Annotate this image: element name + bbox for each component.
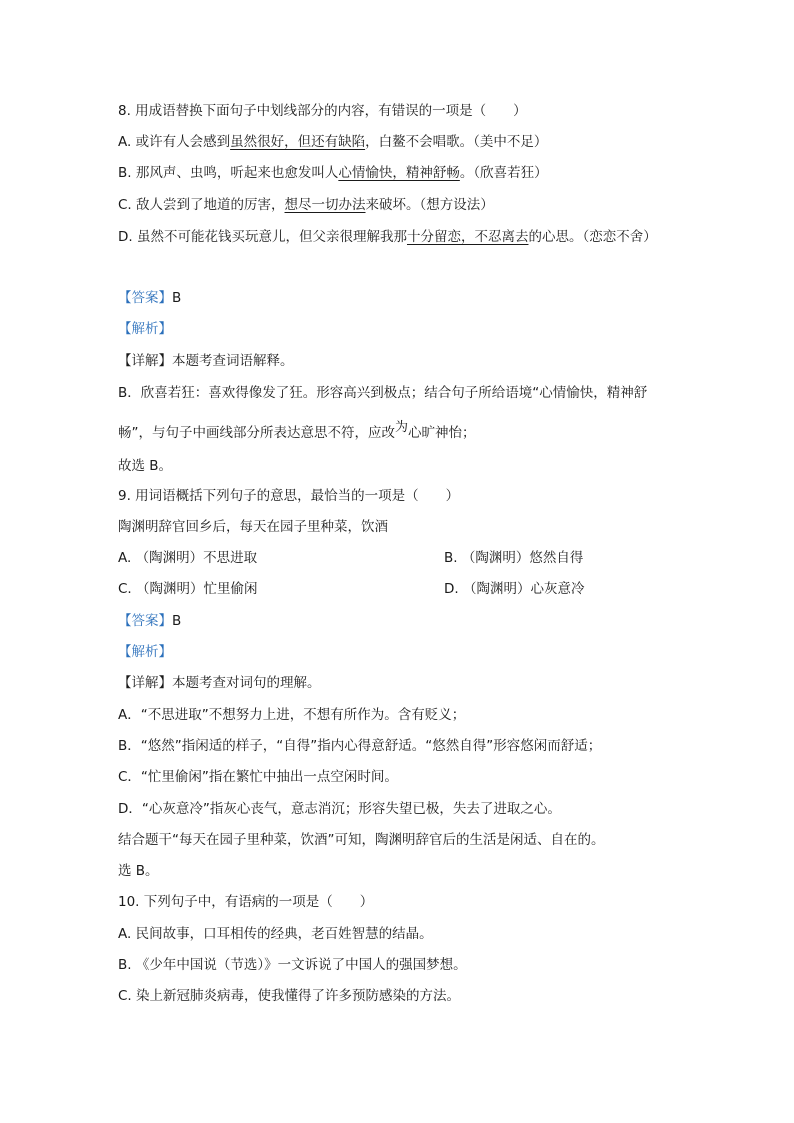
q9-answer-label: 【答案】 [118, 613, 172, 629]
q9-explanation-b: B．“悠然”指闲适的样子，“自得”指内心得意舒适。“悠然自得”形容悠闲而舒适； [118, 738, 602, 754]
q9-explanation-a: A．“不思进取”不想努力上进，不想有所作为。含有贬义； [118, 707, 466, 723]
q8-answer-value: B [172, 290, 182, 306]
q9-answer [118, 611, 181, 631]
q10-option-a: A. 民间故事，口耳相传的经典，老百姓智慧的结晶。 [118, 926, 433, 942]
q8-option-a-post: ，白鳌不会唱歌。（美中不足） [365, 134, 548, 150]
q8-option-d [118, 227, 657, 247]
q8-answer [118, 288, 181, 308]
q8-option-b-underlined: 心情愉快，精神舒畅 [338, 165, 460, 181]
q10-stem: 10. 下列句子中，有语病的一项是（ ） [118, 894, 374, 910]
q9-option-a: A. （陶渊明）不思进取 [118, 550, 258, 566]
q8-analysis-label: 【解析】 [118, 321, 172, 337]
q9-detail [118, 673, 321, 693]
q9-summary: 结合题干“每天在园子里种菜，饮酒”可知，陶渊明辞官后的生活是闲适、自在的。 [118, 832, 605, 848]
q8-option-c [118, 195, 494, 215]
q9-stem: 9. 用词语概括下列句子的意思，最恰当的一项是（ ） [118, 488, 460, 504]
q8-option-a-pre: A. 或许有人会感到 [118, 134, 231, 150]
q8-answer-label: 【答案】 [118, 290, 172, 306]
q8-explanation-line-2 [118, 420, 476, 444]
q8-option-c-underlined: 想尽一切办法 [284, 197, 366, 213]
q8-option-b [118, 163, 548, 183]
q9-analysis-label: 【解析】 [118, 644, 172, 660]
q8-option-b-pre: B. 那风声、虫鸣，听起来也愈发叫人 [118, 165, 339, 181]
q8-detail-text: 本题考查词语解释。 [172, 353, 294, 369]
q9-answer-value: B [172, 613, 182, 629]
q8-option-a-underlined: 虽然很好，但还有缺陷 [230, 134, 366, 150]
q9-detail-text: 本题考查对词句的理解。 [172, 675, 321, 691]
q9-conclusion: 选 B。 [118, 863, 159, 879]
q8-stem: 8. 用成语替换下面句子中划线部分的内容，有错误的一项是（ ） [118, 103, 527, 119]
q9-option-d: D. （陶渊明）心灰意冷 [444, 581, 585, 597]
q8-detail [118, 351, 294, 371]
q9-explanation-d: D．“心灰意冷”指灰心丧气，意志消沉；形容失望已极，失去了进取之心。 [118, 801, 561, 817]
q10-option-c: C. 染上新冠肺炎病毒，使我懂得了许多预防感染的方法。 [118, 988, 461, 1004]
q9-option-c: C. （陶渊明）忙里偷闲 [118, 581, 258, 597]
q8-exp2-c: 心旷神怡； [408, 425, 476, 441]
q9-sentence: 陶渊明辞官回乡后，每天在园子里种菜，饮酒 [118, 519, 388, 535]
q8-option-c-pre: C. 敌人尝到了地道的厉害， [118, 197, 285, 213]
q8-option-d-post: 的心思。（恋恋不舍） [528, 229, 657, 245]
q8-option-c-post: 来破坏。（想方设法） [365, 197, 494, 213]
q8-detail-label: 【详解】 [118, 353, 172, 369]
q8-option-d-pre: D. 虽然不可能花钱买玩意儿，但父亲很理解我那 [118, 229, 407, 245]
q8-conclusion: 故选 B。 [118, 458, 173, 474]
q9-detail-label: 【详解】 [118, 675, 172, 691]
q9-explanation-c: C．“忙里偷闲”指在繁忙中抽出一点空闲时间。 [118, 769, 398, 785]
q8-explanation-line-1: B．欣喜若狂：喜欢得像发了狂。形容高兴到极点；结合句子所给语境“心情愉快，精神舒 [118, 385, 648, 401]
q8-option-a [118, 132, 547, 152]
q8-option-d-underlined: 十分留恋，不忍离去 [406, 229, 529, 245]
q8-option-b-post: 。（欣喜若狂） [459, 165, 548, 181]
q10-option-b: B. 《少年中国说（节选）》一文诉说了中国人的强国梦想。 [118, 957, 467, 973]
q8-exp2-b: 为 [395, 420, 409, 435]
q9-option-b: B. （陶渊明）悠然自得 [444, 550, 584, 566]
q8-exp2-a: 畅”，与句子中画线部分所表达意思不符，应改 [118, 425, 395, 441]
